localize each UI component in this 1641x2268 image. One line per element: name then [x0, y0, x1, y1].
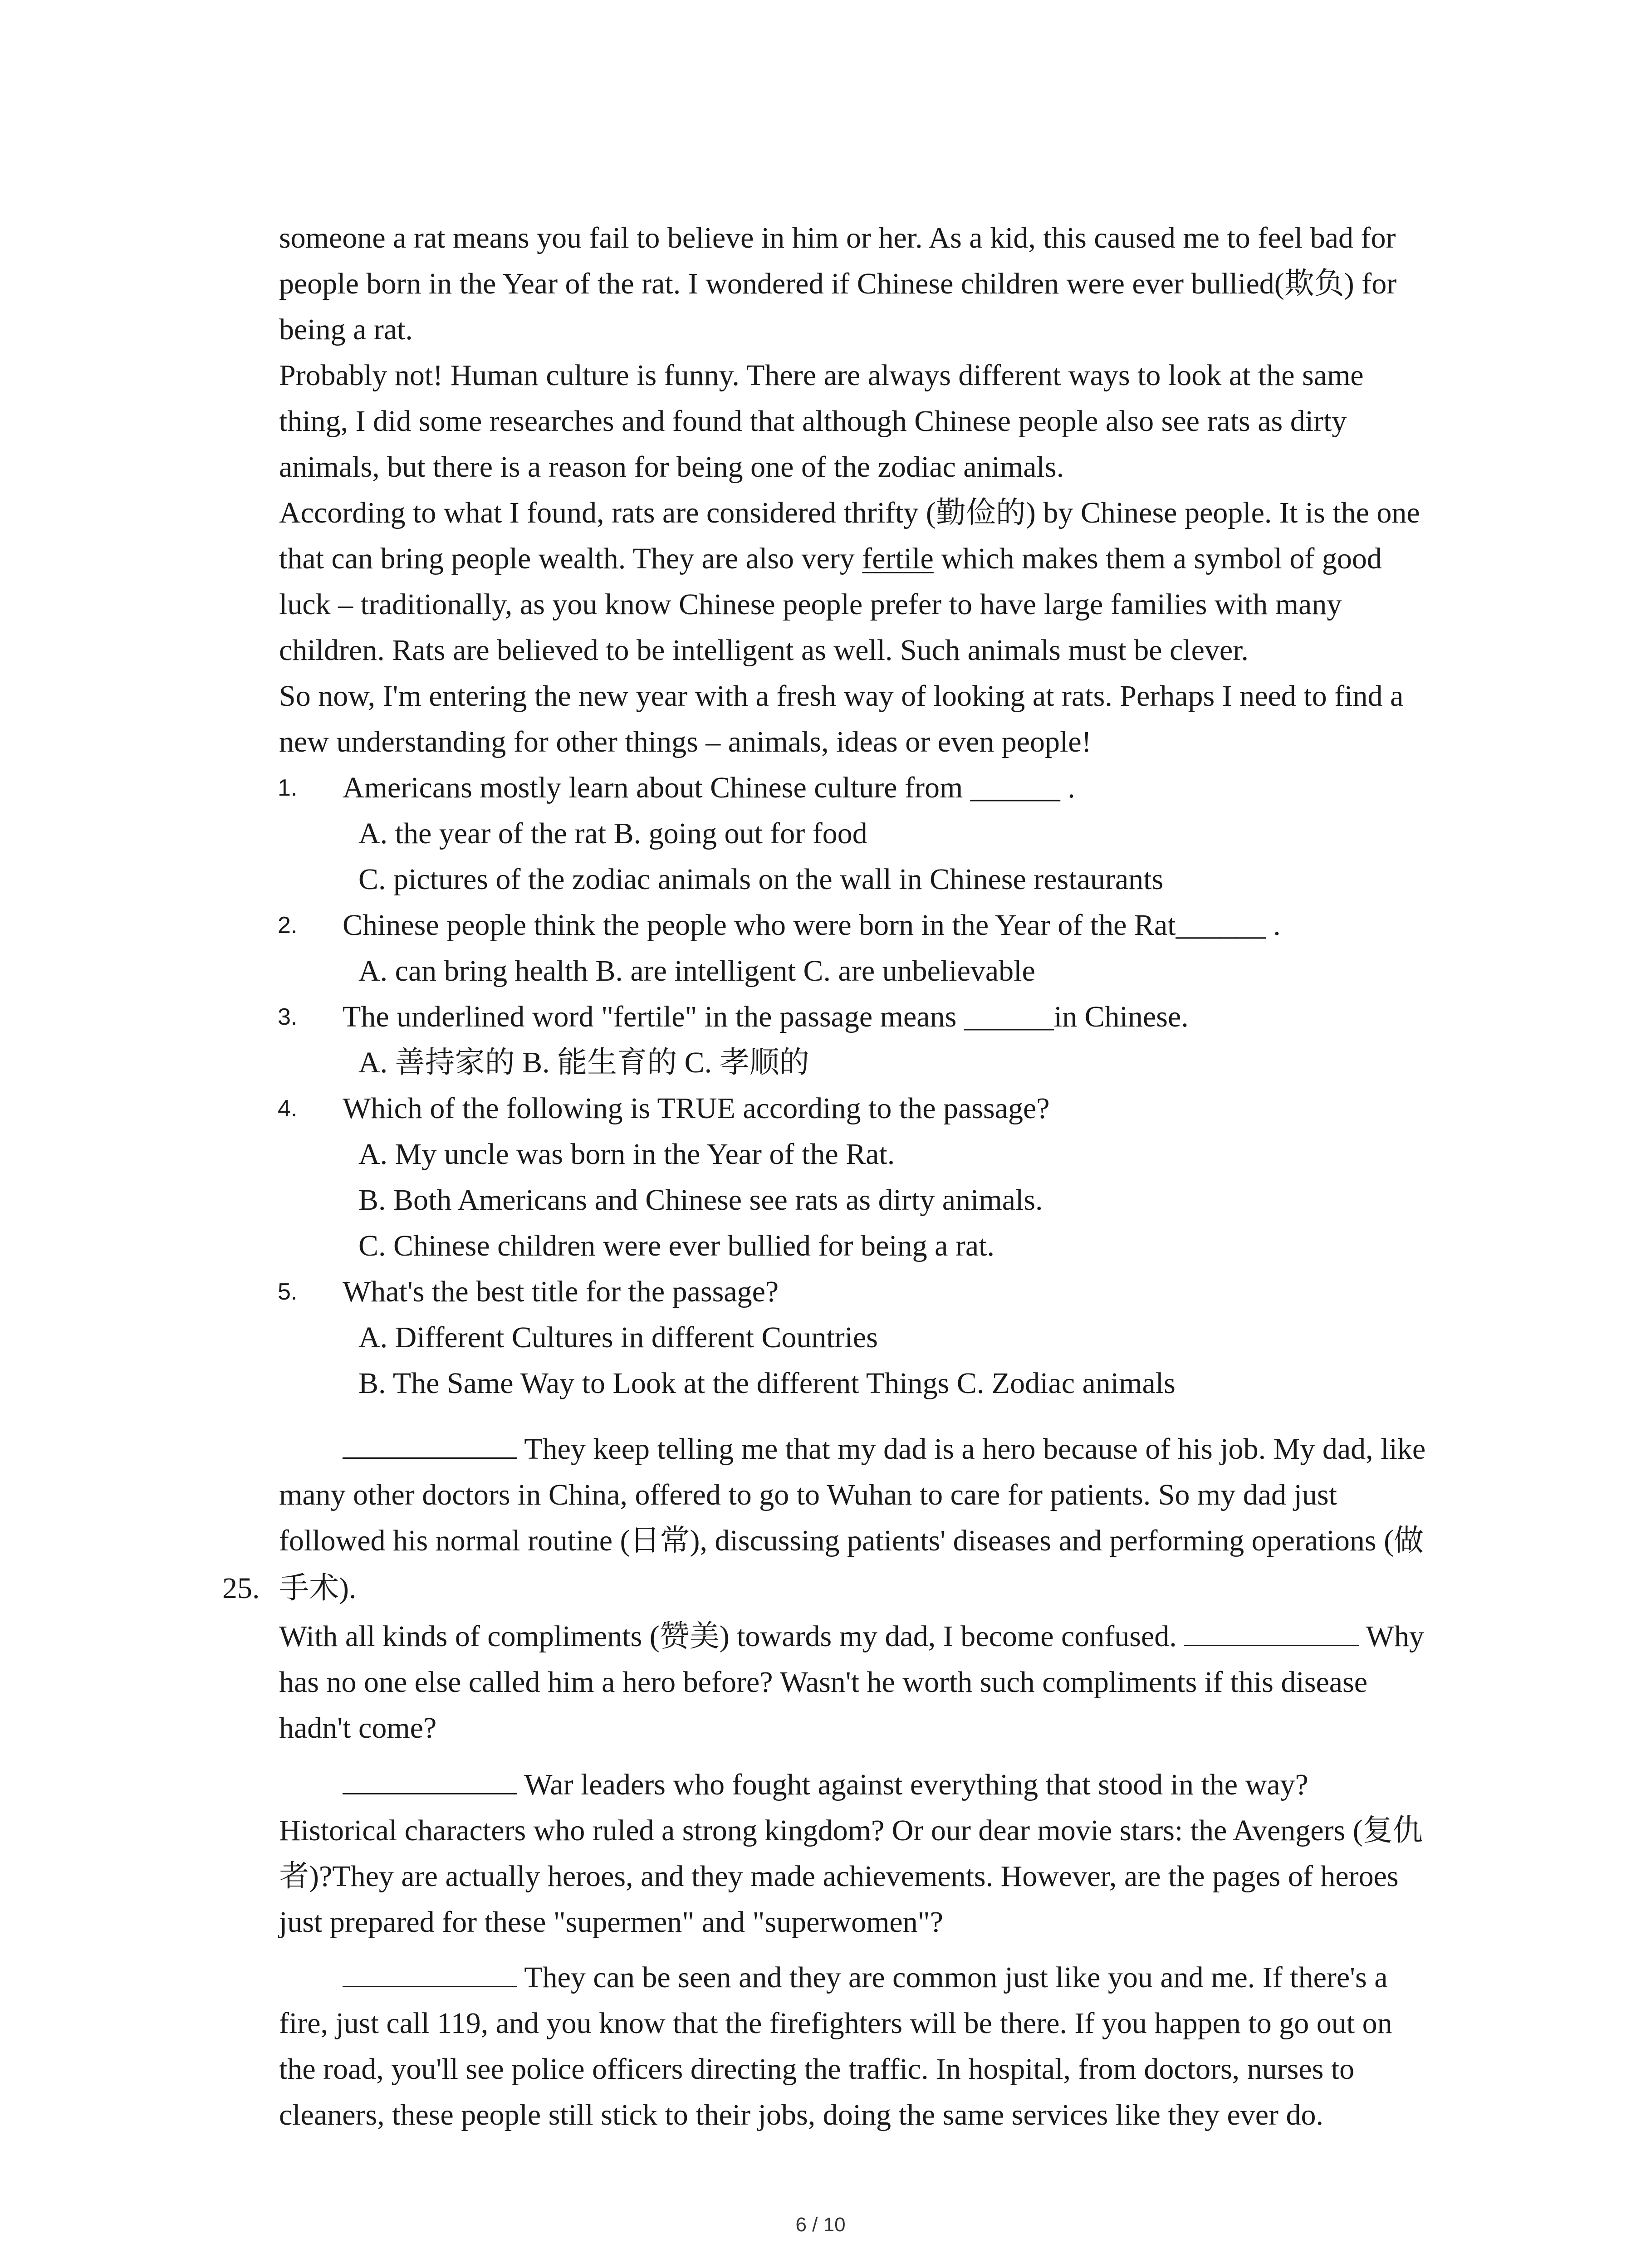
passage-line: followed his normal routine (日常), discussing patients' diseases and performing operations (做 — [279, 1524, 1424, 1557]
answer-blank — [343, 1431, 517, 1459]
question-stem-end: . — [1060, 771, 1075, 804]
question-number: 4. — [278, 1095, 298, 1122]
passage-line: Historical characters who ruled a strong kingdom? Or our dear movie stars: the Avengers (复仇 — [279, 1814, 1423, 1847]
answer-options: B. The Same Way to Look at the different Things C. Zodiac animals — [358, 1367, 1176, 1400]
passage-line: new understanding for other things – animals, ideas or even people! — [279, 725, 1092, 758]
passage-text: which makes them a symbol of good — [933, 542, 1382, 575]
passage-line: 者)?They are actually heroes, and they made achievements. However, are the pages of heroes — [279, 1860, 1399, 1893]
passage-line: has no one else called him a hero before? Wasn't he worth such compliments if this disease — [279, 1666, 1368, 1699]
passage-line: the road, you'll see police officers directing the traffic. In hospital, from doctors, nurses to — [279, 2053, 1355, 2086]
passage-line: So now, I'm entering the new year with a fresh way of looking at rats. Perhaps I need to find a — [279, 679, 1404, 713]
answer-blank — [343, 1767, 517, 1794]
question-number: 2. — [278, 912, 298, 938]
passage-line: being a rat. — [279, 313, 413, 346]
question-text: Which of the following is TRUE according to the passage? — [343, 1092, 1050, 1125]
passage-line: fire, just call 119, and you know that the firefighters will be there. If you happen to go out on — [279, 2007, 1392, 2040]
underlined-word: fertile — [862, 542, 934, 575]
answer-options: B. Both Americans and Chinese see rats as dirty animals. — [358, 1183, 1043, 1217]
passage-line — [279, 541, 1382, 577]
question-stem: Americans mostly learn about Chinese culture from — [343, 771, 970, 804]
question-stem-end: . — [1265, 909, 1281, 942]
answer-blank: ______ — [1176, 909, 1266, 942]
question-text: What's the best title for the passage? — [343, 1275, 779, 1308]
passage-line: someone a rat means you fail to believe in him or her. As a kid, this caused me to feel bad for — [279, 221, 1396, 254]
answer-options: A. the year of the rat B. going out for food — [358, 817, 867, 850]
answer-options: C. Chinese children were ever bullied for being a rat. — [358, 1229, 994, 1262]
passage-line: 手术). — [279, 1572, 357, 1605]
answer-options: A. My uncle was born in the Year of the Rat. — [358, 1138, 895, 1171]
question-number: 3. — [278, 1004, 298, 1030]
passage-line — [279, 1618, 1424, 1655]
question-number: 25. — [222, 1572, 260, 1605]
passage-text: They can be seen and they are common just like you and me. If there's a — [517, 1961, 1388, 1994]
passage-line: cleaners, these people still stick to their jobs, doing the same services like they ever do. — [279, 2098, 1324, 2131]
passage-line — [279, 1767, 1308, 1803]
question-text — [343, 770, 1075, 806]
question-number: 1. — [278, 775, 298, 801]
answer-blank — [1184, 1618, 1359, 1646]
passage-line: Probably not! Human culture is funny. There are always different ways to look at the same — [279, 359, 1364, 392]
question-stem-end: in Chinese. — [1053, 1000, 1189, 1033]
passage-line: luck – traditionally, as you know Chinese people prefer to have large families with many — [279, 588, 1342, 621]
answer-options: A. can bring health B. are intelligent C. are unbelievable — [358, 954, 1035, 987]
question-text — [343, 907, 1281, 943]
passage-line: According to what I found, rats are considered thrifty (勤俭的) by Chinese people. It is the one — [279, 496, 1420, 529]
passage-line: thing, I did some researches and found that although Chinese people also see rats as dirty — [279, 405, 1347, 438]
answer-blank: ______ — [970, 771, 1060, 804]
page-number: 6 / 10 — [795, 2214, 846, 2236]
passage-text: Why — [1359, 1620, 1424, 1653]
passage-line: children. Rats are believed to be intelligent as well. Such animals must be clever. — [279, 634, 1249, 667]
passage-text: that can bring people wealth. They are also very — [279, 542, 862, 575]
answer-blank — [343, 1960, 517, 1987]
passage-line — [279, 1431, 1425, 1467]
passage-text: War leaders who fought against everything that stood in the way? — [517, 1768, 1308, 1801]
passage-line: animals, but there is a reason for being one of the zodiac animals. — [279, 450, 1064, 484]
passage-text: With all kinds of compliments (赞美) towards my dad, I become confused. — [279, 1620, 1185, 1653]
question-text — [343, 999, 1189, 1035]
answer-options: A. 善持家的 B. 能生育的 C. 孝顺的 — [358, 1046, 809, 1079]
passage-line — [279, 1960, 1388, 1996]
question-number: 5. — [278, 1279, 298, 1305]
answer-options: A. Different Cultures in different Countries — [358, 1321, 878, 1354]
question-stem: Chinese people think the people who were born in the Year of the Rat — [343, 909, 1176, 942]
question-stem: The underlined word "fertile" in the passage means — [343, 1000, 964, 1033]
passage-line: many other doctors in China, offered to go to Wuhan to care for patients. So my dad just — [279, 1478, 1337, 1511]
answer-options: C. pictures of the zodiac animals on the wall in Chinese restaurants — [358, 863, 1164, 896]
passage-line: just prepared for these "supermen" and "superwomen"? — [279, 1906, 943, 1939]
passage-line: people born in the Year of the rat. I wondered if Chinese children were ever bullied(欺负) for — [279, 267, 1397, 300]
answer-blank: ______ — [964, 1000, 1054, 1033]
passage-text: They keep telling me that my dad is a hero because of his job. My dad, like — [517, 1432, 1426, 1466]
passage-line: hadn't come? — [279, 1711, 437, 1745]
